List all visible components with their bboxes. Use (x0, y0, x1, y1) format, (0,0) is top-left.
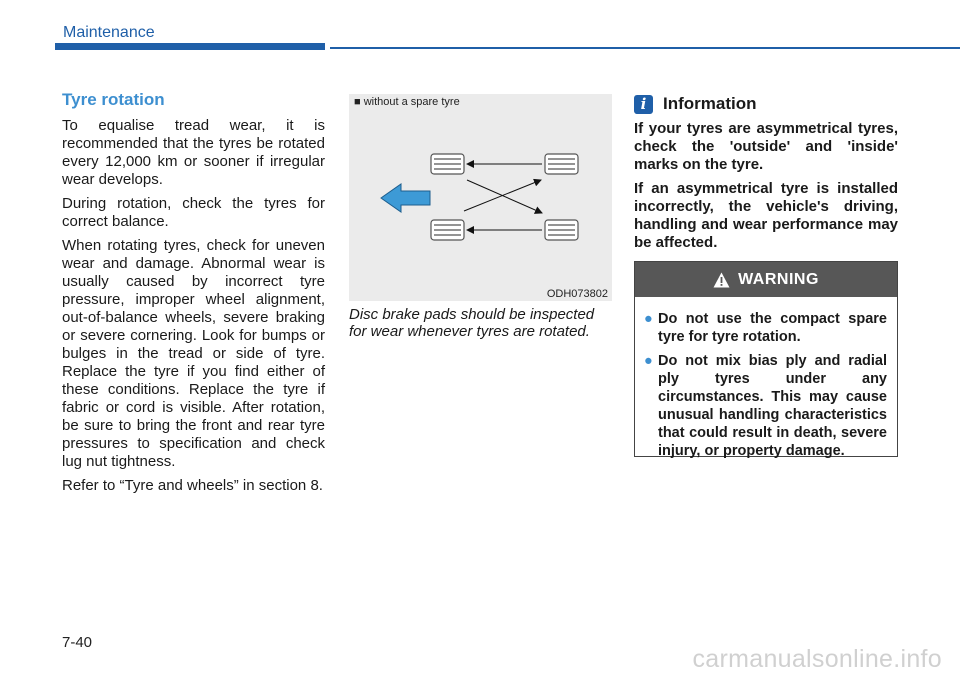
bullet-icon: ● (644, 311, 653, 327)
paragraph: To equalise tread wear, it is recommended that the tyres be rotated every 12,000 km or sooner if irregular wear develops. (62, 117, 325, 188)
header-rule-thin (330, 47, 960, 49)
paragraph: Refer to “Tyre and wheels” in section 8. (62, 477, 323, 494)
warning-item (644, 352, 887, 460)
figure-code: ODH073802 (546, 288, 608, 300)
information-header (634, 94, 898, 114)
warning-item-text: Do not mix bias ply and radial ply tyres under any circumstances. This may cause unusual handling characteristics that could result in death, severe injury, or property damage. (658, 353, 887, 459)
information-paragraph: If your tyres are asymmetrical tyres, check the 'outside' and 'inside' marks on the tyre. (634, 120, 898, 173)
rotation-arrows (464, 164, 542, 230)
rotation-diagram (349, 94, 612, 301)
information-paragraph: If an asymmetrical tyre is installed incorrectly, the vehicle's driving, handling and wear performance may be affected. (634, 180, 898, 251)
tyre-front-left-icon (431, 154, 464, 174)
bullet-icon: ● (644, 353, 653, 369)
warning-triangle-icon (713, 272, 730, 288)
figure-title: ■ without a spare tyre (354, 96, 460, 108)
paragraph: When rotating tyres, check for uneven wear and damage. Abnormal wear is usually caused by incorrect tyre pressure, improper wheel alignment, out-of-balance wheels, severe braking or severe cornering. Look for bumps or bulges in the tread or side of tyre. Replace the tyre if you find either of these conditions. Replace the tyre if fabric or cord is visible. After rotation, be sure to bring the front and rear tyre pressures to specification and check lug nut tightness. (62, 237, 325, 470)
warning-box (634, 261, 898, 457)
watermark: carmanualsonline.info (692, 645, 942, 673)
tyre-rotation-section (62, 90, 325, 501)
warning-title: WARNING (738, 270, 819, 288)
tyre-rotation-figure (349, 94, 612, 301)
direction-arrow-icon (381, 184, 430, 212)
warning-item (644, 310, 887, 346)
tyre-rear-right-icon (545, 220, 578, 240)
information-title: Information (663, 94, 757, 113)
warning-item-text: Do not use the compact spare tyre for tyre rotation. (658, 311, 887, 345)
section-label: Maintenance (63, 24, 155, 41)
paragraph: During rotation, check the tyres for correct balance. (62, 195, 325, 230)
header-rule-thick (55, 43, 325, 50)
figure-caption: Disc brake pads should be inspected for wear whenever tyres are rotated. (349, 306, 595, 340)
information-icon: i (634, 95, 653, 114)
tyre-front-right-icon (431, 220, 464, 240)
warning-header (635, 262, 897, 297)
page-number: 7-40 (62, 634, 93, 651)
information-box (634, 94, 898, 258)
tyre-rotation-heading: Tyre rotation (62, 90, 165, 109)
warning-list (635, 297, 897, 460)
tyre-rear-left-icon (545, 154, 578, 174)
